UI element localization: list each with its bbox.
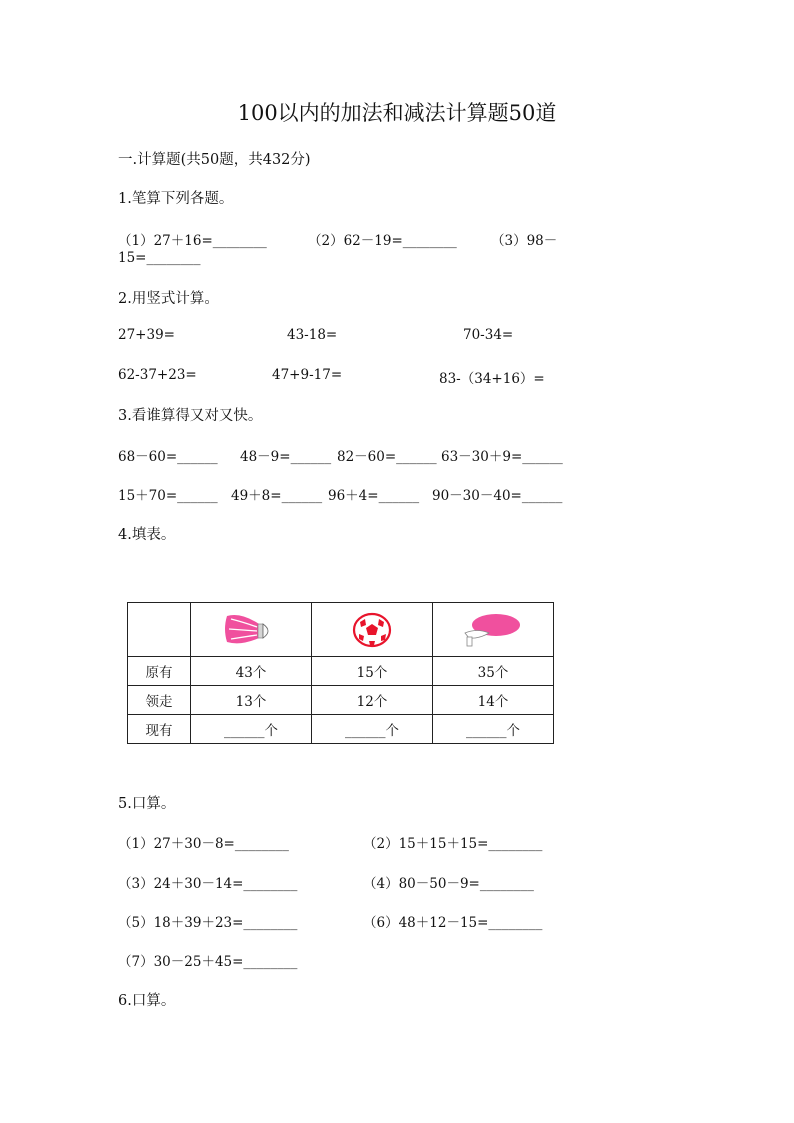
q2-item: 70-34= bbox=[463, 327, 514, 343]
row-label: 现有 bbox=[128, 715, 191, 744]
table-pic-cell bbox=[191, 603, 312, 657]
q3-item: 49＋8=______ bbox=[231, 488, 323, 504]
q3-item: 48－9=______ bbox=[240, 449, 332, 465]
table-cell: 13个 bbox=[191, 686, 312, 715]
table-cell: 12个 bbox=[312, 686, 433, 715]
answer-cell: ______个 bbox=[312, 715, 433, 744]
answer-cell: ______个 bbox=[191, 715, 312, 744]
table-row bbox=[128, 686, 554, 715]
table-cell: 14个 bbox=[433, 686, 554, 715]
page-title: 100以内的加法和减法计算题50道 bbox=[237, 101, 557, 125]
q3-item: 15＋70=______ bbox=[118, 488, 218, 504]
q5-item: （5）18＋39＋23=________ bbox=[118, 915, 298, 931]
q3-heading: 3.看谁算得又对又快。 bbox=[118, 408, 263, 424]
soccer-ball-icon bbox=[352, 612, 392, 648]
table-row bbox=[128, 715, 554, 744]
row-label: 原有 bbox=[128, 657, 191, 686]
q2-item: 83-（34+16）= bbox=[439, 371, 545, 387]
q1-item: （1）27＋16=________ bbox=[118, 233, 267, 249]
table-pic-cell bbox=[312, 603, 433, 657]
q3-item: 90－30－40=______ bbox=[432, 488, 563, 504]
q5-item: （1）27＋30－8=________ bbox=[118, 836, 289, 852]
q1-item: （3）98－ bbox=[491, 233, 558, 249]
q2-item: 62-37+23= bbox=[118, 367, 197, 383]
shuttlecock-icon bbox=[223, 610, 279, 650]
q2-item: 27+39= bbox=[118, 327, 175, 343]
q2-heading: 2.用竖式计算。 bbox=[118, 291, 219, 307]
q5-item: （2）15＋15＋15=________ bbox=[363, 836, 543, 852]
table-corner-cell bbox=[128, 603, 191, 657]
q3-item: 96＋4=______ bbox=[328, 488, 420, 504]
table-cell: 43个 bbox=[191, 657, 312, 686]
q2-item: 47+9-17= bbox=[272, 367, 343, 383]
q1-item: 15=________ bbox=[118, 250, 201, 266]
q5-item: （4）80－50－9=________ bbox=[363, 876, 534, 892]
table-cell: 35个 bbox=[433, 657, 554, 686]
answer-cell: ______个 bbox=[433, 715, 554, 744]
row-label: 领走 bbox=[128, 686, 191, 715]
section-heading: 一.计算题(共50题，共432分) bbox=[118, 152, 311, 168]
table-cell: 15个 bbox=[312, 657, 433, 686]
q4-heading: 4.填表。 bbox=[118, 527, 176, 543]
ping-pong-paddle-icon bbox=[463, 611, 523, 649]
q1-heading: 1.笔算下列各题。 bbox=[118, 191, 234, 207]
q2-item: 43-18= bbox=[287, 327, 338, 343]
fill-table bbox=[127, 602, 554, 744]
table-header-row bbox=[128, 603, 554, 657]
q5-item: （6）48＋12－15=________ bbox=[363, 915, 543, 931]
q1-item: （2）62－19=________ bbox=[308, 233, 457, 249]
q3-item: 82－60=______ bbox=[337, 449, 437, 465]
q5-item: （3）24＋30－14=________ bbox=[118, 876, 298, 892]
table-row bbox=[128, 657, 554, 686]
q5-heading: 5.口算。 bbox=[118, 796, 176, 812]
table-pic-cell bbox=[433, 603, 554, 657]
q3-item: 63－30＋9=______ bbox=[441, 449, 563, 465]
q3-item: 68－60=______ bbox=[118, 449, 218, 465]
q5-item: （7）30－25＋45=________ bbox=[118, 954, 298, 970]
q6-heading: 6.口算。 bbox=[118, 993, 176, 1009]
